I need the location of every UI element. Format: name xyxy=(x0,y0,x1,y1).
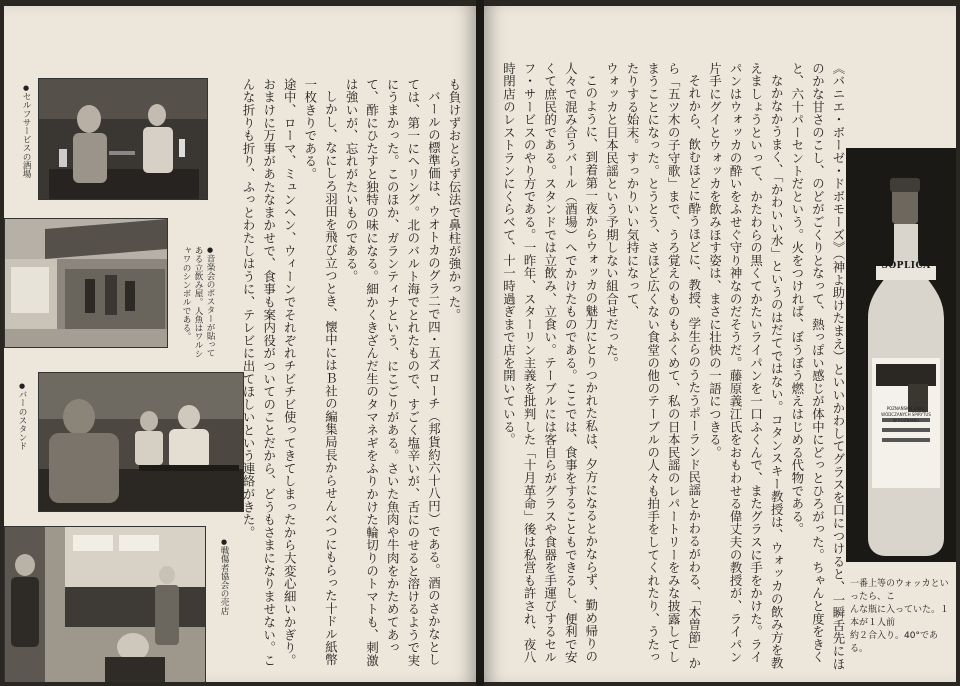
left-paragraph: も負けずおとらず伝法で鼻柱が強かった。 xyxy=(447,78,462,322)
bottle-label-line: POZNAŃSKIE ZAKŁ. xyxy=(886,406,926,411)
bottle-caption-line: 一番上等のウォッカといったら、こ xyxy=(850,579,949,602)
bottle-label-line: W POZNANIU xyxy=(892,418,920,423)
photo-self-service-bar-caption: ●セルフサービスの酒場 xyxy=(21,84,31,178)
vodka-bottle-image xyxy=(846,148,956,562)
right-paragraph: このように、到着第一夜からウォッカの魅力にとりつかれた私は、夕方になるとかならず、勤め帰りの人々で混み合うバール（酒場）へでかけたものである。ここでは、食事をすることもできるし、便利で安くて庶民的である。スタンドでは立飲み、立食い。テーブルには客自らがグラスや食器を手運びするセルフ・サービスのやり方である。一昨年、スターリン主義を批判した「十月革命」後は私営も許され、夜八時閉店のレストランにくらべて、十一時過ぎまで店を開いている。 xyxy=(501,62,599,664)
right-paragraph: なかなかうまく、「かわいい水」というのはだてではない。コタンスキー教授は、ウォッカの飲み方を教えましょうといって、かたわらの黒くてかたいライパンを一口ふくんで、またグラスに手をかけた。ライパンはウォッカの酔いをふせぐ守り神なのだそうだ。藤原義江氏をおもわせる偉丈夫の教授が、ライパン片手にグイとウォッカを飲みほす姿は、まさに壮快の一語につきる。 xyxy=(707,62,785,670)
bottle-label-text xyxy=(872,406,940,424)
right-paragraph: それから、飲むほどに酔うほどに、教授、学生らのうたうポーランド民謡とかわるがわる、「木曽節」から「五ツ木の子守歌」まで、うろ覚えのものもふくめて、私の日本民謡のレパートリーをみな披露してしまうことになった。とうとう、さほど広くない食堂の他のテーブルの人々も拍手をしてくれたり、うたったりする始末。すっかりいい気持になって、 xyxy=(625,62,702,670)
right-paragraph: 《バニエ・ボーゼ・ドボモーズ》（神よ助けたまえ）といいかわしてグラスを口につけると、一瞬舌先にほのかな甘さのこし、のどがごくりとなって、熱っぽい感じが体中にどっとひろがった。ちゃんと度をきくと、六十パーセントだという。火をつければ、ぼうぼう燃えはじめる代物である。 xyxy=(789,62,846,671)
left-paragraph: 途中、ローマ、ミュンヘン、ウィーンでそれぞれチビチビ使ってきてしまったから大変心細いかぎり。おまけに万事があたなまかせで、食事も案内役がついてのことだから、どうもさまになりませない。こんな折りも折り、ふっとわたしはうに、テレビに出てほしいという連絡がきた。 xyxy=(241,78,298,667)
photo-standing-bar-caption: ●音楽会のポスターが貼ってある立飲み屋。人魚はワルシャワのシンボルである。 xyxy=(181,246,215,358)
bottle-brand-label: SOPLICA xyxy=(881,261,931,271)
bottle-caption-line: 約２合入り。40°である。 xyxy=(850,631,938,654)
left-paragraph: バールの標準価は、ウオトカのグラ二で四・五ズローチ（邦貨約六十八円）である。酒のさかなとしては、第一にヘリング。北のバルト海でとれたもので、すごく塩辛いが、舌にのせると溶けるようで実にうまかった。このほか、ガランティナという、にこごりがある。さいた魚肉や牛肉をかためてあって、酢にひたすと独特の味になる。細かくきざんだ生のタマネギをふりかけた輪切りのトマトも、刺激は強いが、忘れがたいものである。 xyxy=(344,78,442,667)
photo-kiosk xyxy=(4,526,206,682)
left-paragraph: しかし、なにしろ羽田を飛び立つとき、懐中にはＢ社の編集局長からせんべつにもらった十ドル紙幣一枚きりである。 xyxy=(302,78,339,667)
bottle-caption-line: んな瓶に入っていた。１本が１人前 xyxy=(850,605,950,628)
right-page xyxy=(484,6,956,682)
photo-self-service-bar-image xyxy=(39,79,207,199)
photo-standing-bar-image xyxy=(5,219,167,347)
left-page xyxy=(4,6,476,682)
photo-bar-counter xyxy=(38,372,244,512)
photo-kiosk-image xyxy=(5,527,205,682)
photo-vodka-bottle xyxy=(846,148,956,562)
bottle-label-line: WÓDCZANYCH SPIRYTUS xyxy=(881,412,931,417)
photo-bar-counter-image xyxy=(39,373,243,511)
photo-self-service-bar xyxy=(38,78,208,200)
photo-kiosk-caption: ●戦傷者協会の売店 xyxy=(219,538,229,615)
photo-standing-bar xyxy=(4,218,168,348)
photo-vodka-bottle-caption xyxy=(850,578,954,656)
right-paragraph: ウォッカと日本民謡という予期しない組合せだった。 xyxy=(604,62,620,370)
right-paragraph xyxy=(496,62,498,674)
book-gutter xyxy=(476,0,484,686)
right-page-body-text xyxy=(496,62,848,674)
left-page-body-text xyxy=(240,78,464,668)
photo-bar-counter-caption: ●バーのスタンド xyxy=(17,382,27,451)
